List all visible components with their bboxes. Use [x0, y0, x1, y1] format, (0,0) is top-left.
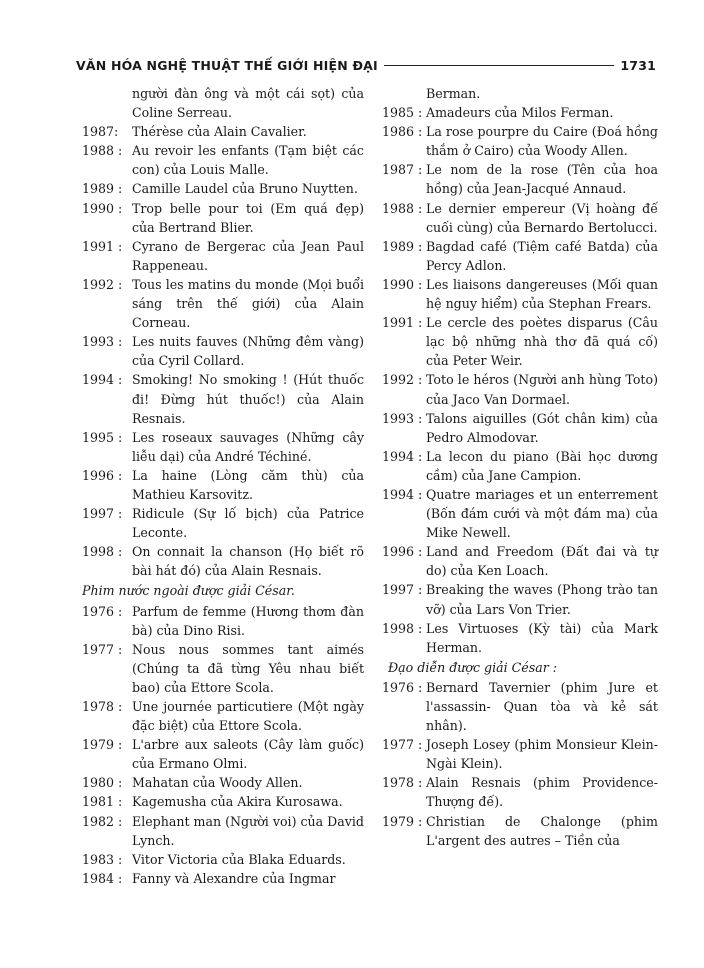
list-item	[382, 122, 658, 160]
entry-text: Alain Resnais (phim Providence- Thượng đế).	[426, 775, 658, 810]
list-item	[82, 428, 364, 466]
entry-text: Kagemusha của Akira Kurosawa.	[132, 794, 343, 810]
list-item	[382, 237, 658, 275]
entry-year: 1984 :	[82, 870, 123, 886]
list-item	[82, 504, 364, 542]
entry-text: Le dernier empereur (Vị hoàng đế cuối cùng) của Bernardo Bertolucci.	[426, 200, 658, 235]
entry-year: 1994 :	[382, 486, 423, 502]
list-item	[82, 640, 364, 697]
entry-year: 1998 :	[382, 620, 423, 636]
entry-text: Les nuits fauves (Những đêm vàng) của Cyril Collard.	[132, 334, 364, 369]
entry-text: Parfum de femme (Hương thơm đàn bà) của Dino Risi.	[132, 603, 364, 638]
list-item	[82, 869, 364, 888]
list-item	[82, 602, 364, 640]
entry-text: Mahatan của Woody Allen.	[132, 775, 303, 791]
entry-year: 1992 :	[82, 276, 123, 292]
list-item	[382, 542, 658, 580]
entry-year: 1993 :	[382, 410, 423, 426]
entry-year: 1997 :	[82, 506, 123, 522]
list-item	[382, 485, 658, 542]
entry-year: 1991 :	[382, 315, 423, 331]
entry-year: 1980 :	[82, 775, 123, 791]
list-item	[82, 466, 364, 504]
list-item	[82, 237, 364, 275]
entry-year: 1976 :	[82, 603, 123, 619]
entry-year: 1977 :	[382, 737, 423, 753]
page-number: 1731	[620, 57, 656, 73]
list-item	[382, 773, 658, 811]
entry-text: Thérèse của Alain Cavalier.	[132, 124, 307, 140]
entry-text: Nous nous sommes tant aimés (Chúng ta đã từng Yêu nhau biết bao) của Ettore Scola.	[132, 641, 364, 695]
continuation-text: người đàn ông và một cái sọt) của Coline Serreau.	[132, 86, 364, 121]
entry-text: Tous les matins du monde (Mọi buổi sáng trên thế giới) của Alain Corneau.	[132, 276, 364, 331]
list-item	[382, 447, 658, 485]
entry-text: Une journée particutiere (Một ngày đặc biệt) của Ettore Scola.	[132, 699, 364, 734]
header-title: VĂN HÓA NGHỆ THUẬT THẾ GIỚI HIỆN ĐẠI	[76, 57, 378, 73]
list-item	[82, 735, 364, 773]
list-item	[82, 697, 364, 735]
right-column	[382, 84, 658, 850]
entry-year: 1976 :	[382, 679, 423, 695]
entry-text: Ridicule (Sự lố bịch) của Patrice Leconte.	[132, 506, 364, 541]
list-item	[82, 792, 364, 811]
list-item	[82, 179, 364, 198]
entry-year: 1989 :	[382, 238, 423, 254]
list-item	[82, 850, 364, 869]
entry-text: La lecon du piano (Bài học dương cầm) của Jane Campion.	[426, 448, 658, 483]
entry-text: Les liaisons dangereuses (Mối quan hệ nguy hiểm) của Stephan Frears.	[426, 276, 658, 312]
list-item	[82, 332, 364, 370]
list-item	[82, 812, 364, 850]
entry-year: 1979 :	[382, 813, 423, 829]
left-column	[82, 84, 364, 888]
entry-year: 1979 :	[82, 737, 123, 753]
entry-text: Talons aiguilles (Gót chân kim) của Pedro Almodovar.	[426, 410, 658, 445]
entry-text: Camille Laudel của Bruno Nuytten.	[132, 181, 358, 197]
entry-year: 1993 :	[82, 334, 123, 350]
list-item	[82, 122, 364, 141]
entry-year: 1996 :	[382, 544, 423, 560]
entry-text: Le cercle des poètes disparus (Câu lạc bộ những nhà thơ đã quá cố) của Peter Weir.	[426, 315, 658, 369]
entry-text: La haine (Lòng căm thù) của Mathieu Karsovitz.	[132, 467, 364, 502]
entry-text: Au revoir les enfants (Tạm biệt các con) của Louis Malle.	[132, 143, 364, 178]
entry-text: Bagdad café (Tiệm café Batda) của Percy Adlon.	[426, 238, 658, 273]
section-title: Phim nước ngoài được giải César.	[82, 583, 295, 599]
entry-text: Land and Freedom (Đất đai và tự do) của Ken Loach.	[426, 544, 658, 579]
entry-text: Breaking the waves (Phong trào tan vỡ) của Lars Von Trier.	[426, 582, 658, 617]
cesar-foreign-film-list-cont	[382, 103, 658, 657]
list-item	[382, 313, 658, 370]
entry-year: 1996 :	[82, 467, 123, 483]
entry-year: 1998 :	[82, 544, 123, 560]
list-item	[82, 370, 364, 427]
list-item	[382, 409, 658, 447]
continuation-text: Berman.	[426, 86, 481, 101]
list-item	[382, 275, 658, 313]
entry-year: 1994 :	[82, 372, 123, 388]
entry-year: 1988 :	[82, 143, 123, 159]
cesar-foreign-film-list	[82, 602, 364, 888]
list-item	[82, 275, 364, 332]
entry-year: 1987 :	[382, 162, 423, 178]
entry-year: 1990 :	[82, 200, 123, 216]
entry-text: Les roseaux sauvages (Những cây liễu dại) của André Téchiné.	[132, 429, 364, 464]
cesar-director-list	[382, 678, 658, 850]
list-item	[382, 580, 658, 618]
entry-year: 1978 :	[382, 775, 423, 791]
list-item	[382, 735, 658, 773]
running-header	[76, 55, 656, 75]
entry-year: 1985 :	[382, 105, 423, 121]
entry-text: Smoking! No smoking ! (Hút thuốc đi! Đừng hút thuốc!) của Alain Resnais.	[132, 372, 364, 426]
entry-year: 1995 :	[82, 429, 123, 445]
header-rule	[384, 65, 615, 66]
entry-year: 1988 :	[382, 200, 423, 216]
entry-year: 1989 :	[82, 181, 123, 197]
list-item	[382, 812, 658, 850]
entry-year: 1990 :	[382, 276, 423, 292]
entry-year: 1982 :	[82, 813, 123, 829]
entry-year: 1992 :	[382, 372, 423, 388]
list-item	[382, 160, 658, 198]
list-item	[82, 141, 364, 179]
entry-year: 1978 :	[82, 699, 123, 714]
list-item	[382, 199, 658, 237]
entry-year: 1994 :	[382, 448, 423, 464]
entry-text: On connait la chanson (Họ biết rõ bài hát đó) của Alain Resnais.	[132, 544, 364, 579]
list-item	[82, 199, 364, 237]
entry-text: Trop belle pour toi (Em quá đẹp) của Bertrand Blier.	[132, 200, 364, 235]
list-item	[82, 542, 364, 580]
entry-text: La rose pourpre du Caire (Đoá hồng thắm ở Cairo) của Woody Allen.	[426, 124, 658, 159]
list-item	[82, 773, 364, 792]
cesar-french-film-list	[82, 122, 364, 580]
list-item	[382, 619, 658, 657]
section-title: Đạo diễn được giải César :	[388, 659, 557, 675]
entry-text: Vitor Victoria của Blaka Eduards.	[132, 851, 346, 867]
entry-text: Fanny và Alexandre của Ingmar	[132, 870, 336, 886]
entry-text: Christian de Chalonge (phim L'argent des autres – Tiền của	[426, 813, 658, 848]
entry-text: Cyrano de Bergerac của Jean Paul Rappeneau.	[132, 238, 364, 273]
entry-text: Quatre mariages et un enterrement (Bốn đám cưới và một đám ma) của Mike Newell.	[426, 486, 658, 541]
entry-year: 1983 :	[82, 851, 123, 867]
list-item	[382, 370, 658, 408]
entry-year: 1987:	[82, 124, 119, 140]
entry-text: Elephant man (Người voi) của David Lynch.	[132, 813, 364, 848]
entry-year: 1977 :	[82, 641, 123, 657]
entry-text: Amadeurs của Milos Ferman.	[426, 105, 614, 121]
entry-text: L'arbre aux saleots (Cây làm guốc) của Ermano Olmi.	[132, 737, 364, 772]
entry-year: 1991 :	[82, 238, 123, 254]
entry-text: Joseph Losey (phim Monsieur Klein- Ngài Klein).	[426, 737, 658, 772]
list-item	[382, 678, 658, 735]
entry-text: Bernard Tavernier (phim Jure et l'assassin- Quan tòa và kẻ sát nhân).	[426, 679, 658, 734]
entry-year: 1981 :	[82, 794, 123, 810]
entry-text: Toto le héros (Người anh hùng Toto) của Jaco Van Dormael.	[426, 372, 658, 407]
entry-year: 1997 :	[382, 582, 423, 598]
entry-text: Les Virtuoses (Kỳ tài) của Mark Herman.	[426, 620, 658, 655]
entry-year: 1986 :	[382, 124, 423, 140]
entry-text: Le nom de la rose (Tên của hoa hồng) của Jean-Jacqué Annaud.	[426, 162, 658, 197]
list-item	[382, 103, 658, 122]
